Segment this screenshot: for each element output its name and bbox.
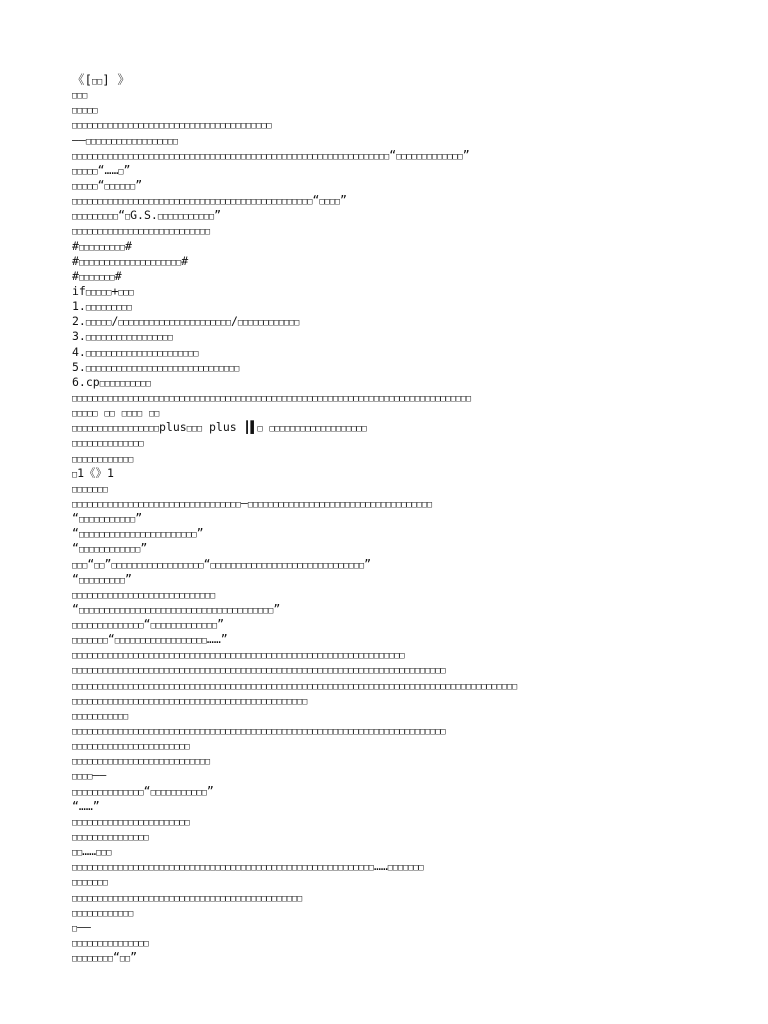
text-line: if□□□□□+□□□: [72, 283, 134, 298]
text-line: □□□□□□□□□□□□□□“□□□□□□□□□□□□□”: [72, 617, 225, 632]
text-line: □□□□□□□□□□□□□□□□□□□□□□□□□□□: [72, 227, 211, 238]
text-line: □□……□□□: [72, 844, 112, 859]
text-line: □□□□□□□□□□□□□□□□□□□□□□□□□□□□□□□□□□□□□□□□□□□□□□□□□□□□□□□□□□□□□□□□□: [72, 651, 405, 662]
text-line: □□□□□□□□□□□□□□□□□□□□□□□□□□□□□□□□□□□□□□□□□□□□□□□“□□□□”: [72, 193, 347, 208]
text-line: □□□□□□□□□□□□□□□□□□□□□□□□□□□□□□□□□□□□□□□□□□□□□□□□□□□□□□□□□□□□□□□□□□□□□□□□□: [72, 727, 446, 738]
text-line: “……”: [72, 798, 100, 813]
text-line: 2.□□□□□/□□□□□□□□□□□□□□□□□□□□□□/□□□□□□□□□□□□: [72, 314, 300, 329]
text-line: □□□□——: [72, 768, 107, 783]
text-line: □□□□□□□□□□□□□□: [72, 439, 144, 450]
text-line: #□□□□□□□#: [72, 268, 122, 283]
text-line: □□□□□□□□□□□□□□□: [72, 833, 149, 844]
text-line: □□□: [72, 91, 88, 102]
text-line: □□□□□□□: [72, 484, 108, 495]
text-line: □□□□□□□□□□□□: [72, 908, 134, 919]
text-line: □□□□□□□□□□□□□□□□□□□□□□□: [72, 817, 190, 828]
document-title: 《[□□] 》: [72, 72, 130, 87]
text-line: □□□□□□□□□□□□□□□□□□□□□□□□□□□□□□□□□—□□□□□□□□□□□□□□□□□□□□□□□□□□□□□□□□□□□□: [72, 495, 433, 510]
text-line: □□□□□□□□□□□□□□□□□□□□□□□□□□□□□□□□□□□□□□□□□□□□□□□□□□□□□□□□□□□□□□□□□□□□□□□□□□□□□□□□□□□□□□□: [72, 681, 518, 692]
text-line: □□□□□□□□□□□: [72, 711, 129, 722]
text-line: “□□□□□□□□□”: [72, 571, 132, 586]
text-line: □□□□□“□□□□□□”: [72, 177, 143, 192]
text-line: □□□□□□□□“□□”: [72, 950, 138, 965]
text-line: □□□□□ □□ □□□□ □□: [72, 409, 160, 420]
text-line: □□□□□“……□”: [72, 162, 131, 177]
text-line: □□□□□□□□□“□G.S.□□□□□□□□□□□”: [72, 208, 222, 223]
text-line: 3.□□□□□□□□□□□□□□□□□: [72, 329, 173, 344]
text-line: “□□□□□□□□□□□□□□□□□□□□□□□”: [72, 526, 204, 541]
document-body: [72, 72, 732, 965]
text-line: 5.□□□□□□□□□□□□□□□□□□□□□□□□□□□□□□: [72, 359, 240, 374]
text-line: “□□□□□□□□□□□□□□□□□□□□□□□□□□□□□□□□□□□□□□”: [72, 601, 281, 616]
text-line: □□□□□□□□□□□□□□□□□plus□□□ plus ┃▌□ □□□□□□□□□□□□□□□□□□□: [72, 420, 367, 435]
text-line: □1《》1: [72, 465, 114, 480]
text-line: □□□□□□□□□□□□□□□□□□□□□□□□□□□□: [72, 590, 216, 601]
text-line: □□□□□□□“□□□□□□□□□□□□□□□□□□……”: [72, 632, 228, 647]
text-line: □□□“□□”□□□□□□□□□□□□□□□□□□“□□□□□□□□□□□□□□□□□□□□□□□□□□□□□□”: [72, 556, 372, 571]
text-line: □□□□□: [72, 106, 98, 117]
text-line: □□□□□□□□□□□□□□□□□□□□□□□□□□□□□□□□□□□□□□□: [72, 121, 272, 132]
text-line: □□□□□□□□□□□□□□□□□□□□□□□□□□□: [72, 757, 211, 768]
text-line: □——: [72, 919, 91, 934]
text-line: □□□□□□□□□□□□□□□□□□□□□□□□□□□□□□□□□□□□□□□□□□□□□□□□□□□□□□□□□□□□□□□□□□□□□□□□□: [72, 666, 446, 677]
text-line: 4.□□□□□□□□□□□□□□□□□□□□□□: [72, 344, 199, 359]
text-line: □□□□□□□□□□□□: [72, 454, 134, 465]
text-line: □□□□□□□□□□□□□□“□□□□□□□□□□□”: [72, 783, 214, 798]
text-line: □□□□□□□: [72, 878, 108, 889]
text-line: □□□□□□□□□□□□□□□: [72, 939, 149, 950]
text-line: #□□□□□□□□□#: [72, 238, 132, 253]
text-line: 1.□□□□□□□□□: [72, 299, 132, 314]
text-line: □□□□□□□□□□□□□□□□□□□□□□□□□□□□□□□□□□□□□□□□□□□□□: [72, 893, 303, 904]
text-line: “□□□□□□□□□□□□”: [72, 541, 148, 556]
text-line: □□□□□□□□□□□□□□□□□□□□□□□□□□□□□□□□□□□□□□□□□□□□□□□□□□□□□□□□□□□□□□“□□□□□□□□□□□□□”: [72, 147, 470, 162]
text-line: □□□□□□□□□□□□□□□□□□□□□□□□□□□□□□□□□□□□□□□□□□□□□□: [72, 696, 308, 707]
text-line: □□□□□□□□□□□□□□□□□□□□□□□□□□□□□□□□□□□□□□□□□□□□□□□□□□□□□□□□□□□……□□□□□□□: [72, 859, 424, 874]
text-line: □□□□□□□□□□□□□□□□□□□□□□□□□□□□□□□□□□□□□□□□□□□□□□□□□□□□□□□□□□□□□□□□□□□□□□□□□□□□□□: [72, 393, 472, 404]
text-line: #□□□□□□□□□□□□□□□□□□□□#: [72, 253, 189, 268]
text-line: 6.cp□□□□□□□□□□: [72, 374, 151, 389]
text-line: □□□□□□□□□□□□□□□□□□□□□□□: [72, 742, 190, 753]
text-line: “□□□□□□□□□□□”: [72, 511, 143, 526]
text-line: ——□□□□□□□□□□□□□□□□□□: [72, 132, 178, 147]
